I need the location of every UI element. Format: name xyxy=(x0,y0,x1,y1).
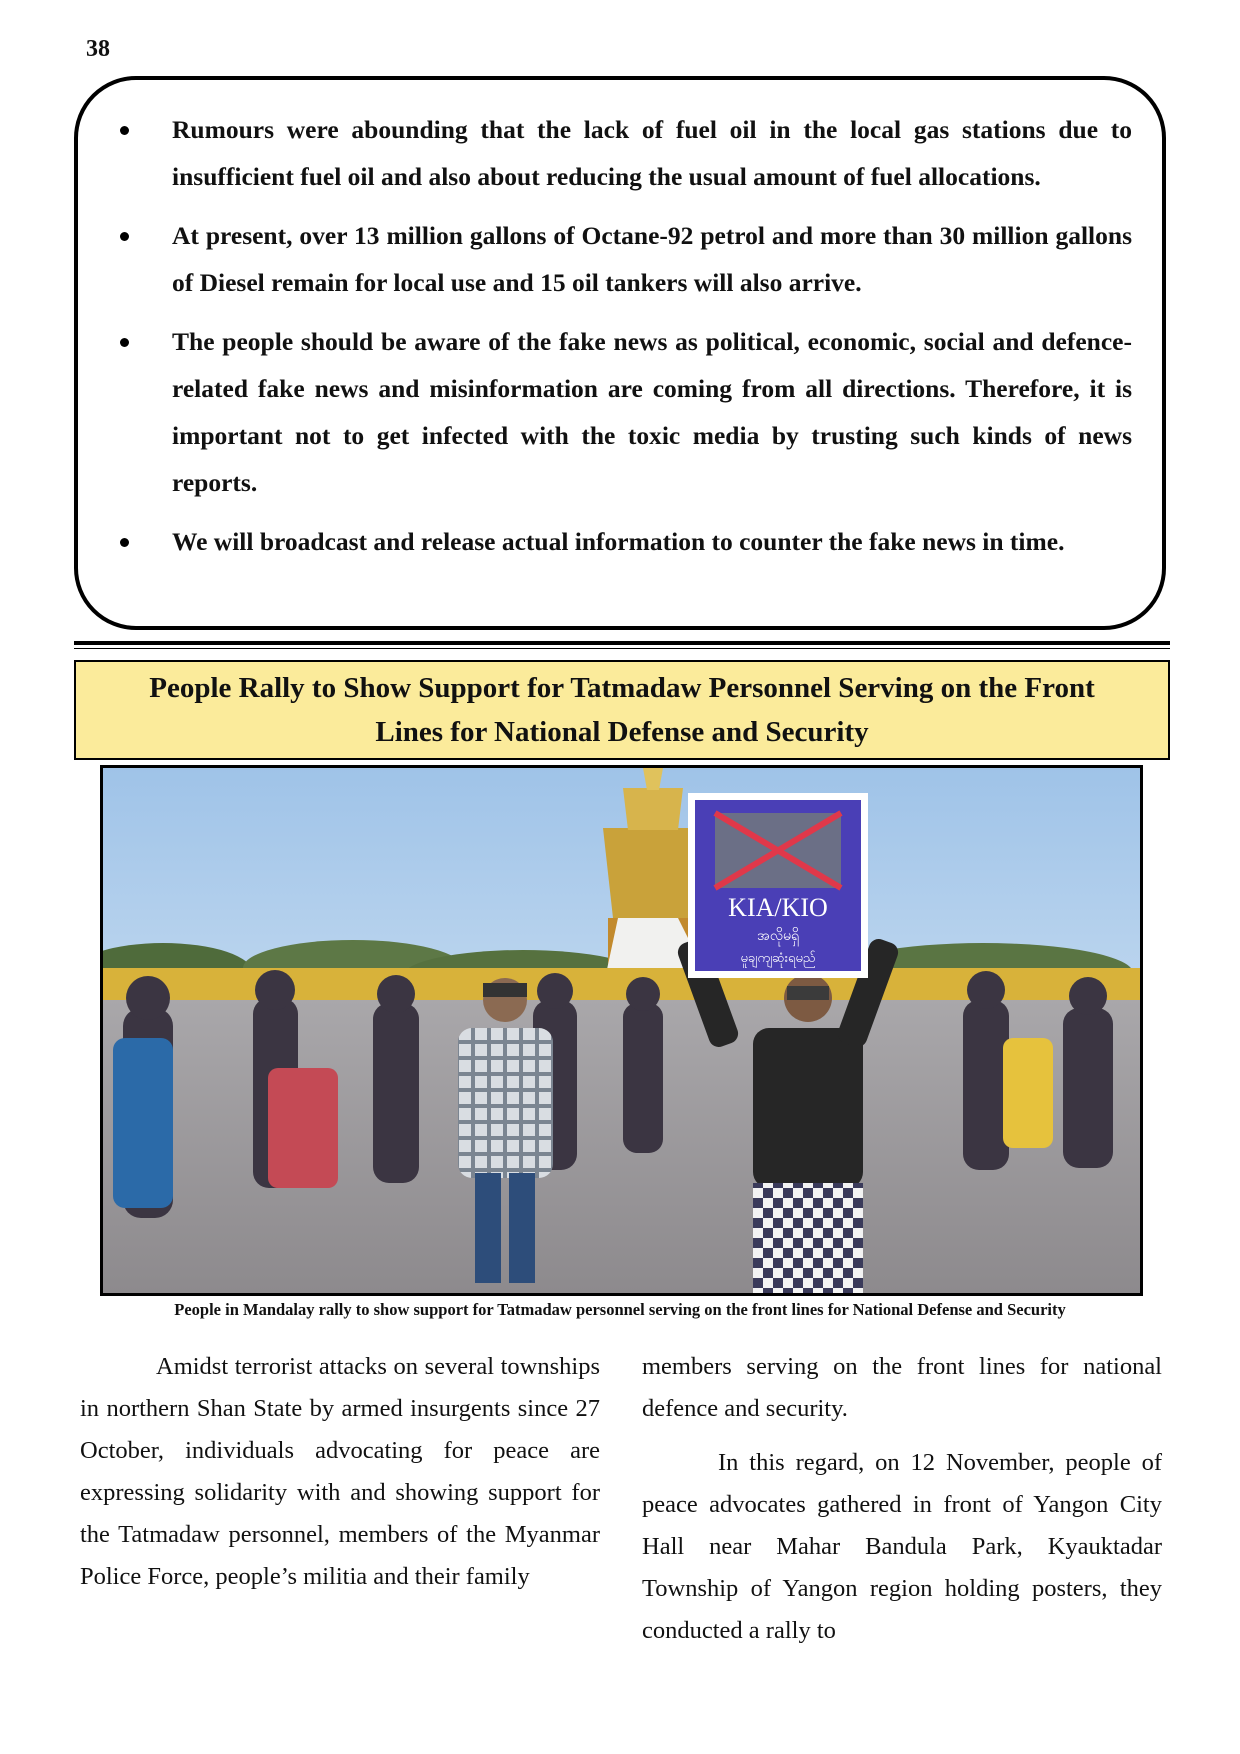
rally-photo-illustration xyxy=(103,768,1140,1293)
bullet-item xyxy=(108,318,1132,506)
sign-title: KIA/KIO xyxy=(728,893,828,922)
article-headline: People Rally to Show Support for Tatmadaw Personnel Serving on the Front Lines for National Defense and Security xyxy=(149,672,1095,748)
bullet-icon xyxy=(120,338,129,347)
bullet-text: Rumours were abounding that the lack of fuel oil in the local gas stations due to insufficient fuel oil and also about reducing the usual amount of fuel allocations. xyxy=(172,115,1132,191)
key-points-box xyxy=(74,76,1166,630)
bullet-item xyxy=(108,212,1132,306)
section-divider xyxy=(74,641,1170,645)
bullet-item xyxy=(108,518,1132,565)
article-column-left xyxy=(80,1346,600,1598)
sign-line-3: မူချကျဆုံးရမည် xyxy=(740,951,816,966)
bullet-text: The people should be aware of the fake news as political, economic, social and defence-related fake news and misinformation are coming from all directions. Therefore, it is important not to get infected with the toxic media by trusting such kinds of news reports. xyxy=(172,327,1132,497)
photo-caption: People in Mandalay rally to show support for Tatmadaw personnel serving on the front lines for National Defense and Security xyxy=(174,1300,1066,1319)
bullet-icon xyxy=(120,232,129,241)
bullet-text: We will broadcast and release actual information to counter the fake news in time. xyxy=(172,527,1065,556)
article-paragraph: Amidst terrorist attacks on several townships in northern Shan State by armed insurgents since 27 October, individuals advocating for peace are expressing solidarity with and showing support for the Tatmadaw personnel, members of the Myanmar Police Force, people’s militia and their family xyxy=(80,1353,600,1590)
protest-sign xyxy=(688,793,868,978)
section-divider-thin xyxy=(74,648,1170,649)
bullet-text: At present, over 13 million gallons of Octane-92 petrol and more than 30 million gallons of Diesel remain for local use and 15 oil tankers will also arrive. xyxy=(172,221,1132,297)
article-paragraph: In this regard, on 12 November, people of peace advocates gathered in front of Yangon City Hall near Mahar Bandula Park, Kyauktadar Township of Yangon region holding posters, they conducted a rally to xyxy=(642,1449,1162,1644)
page-number: 38 xyxy=(86,36,110,62)
key-points-list xyxy=(108,106,1132,577)
article-column-right xyxy=(642,1346,1162,1652)
article-paragraph: members serving on the front lines for national defence and security. xyxy=(642,1353,1162,1422)
bullet-icon xyxy=(120,126,129,135)
sign-line-2: အလိုမရှိ xyxy=(756,928,800,944)
bullet-icon xyxy=(120,538,129,547)
bullet-item xyxy=(108,106,1132,200)
article-photo xyxy=(100,765,1143,1296)
article-headline-box xyxy=(74,660,1170,760)
